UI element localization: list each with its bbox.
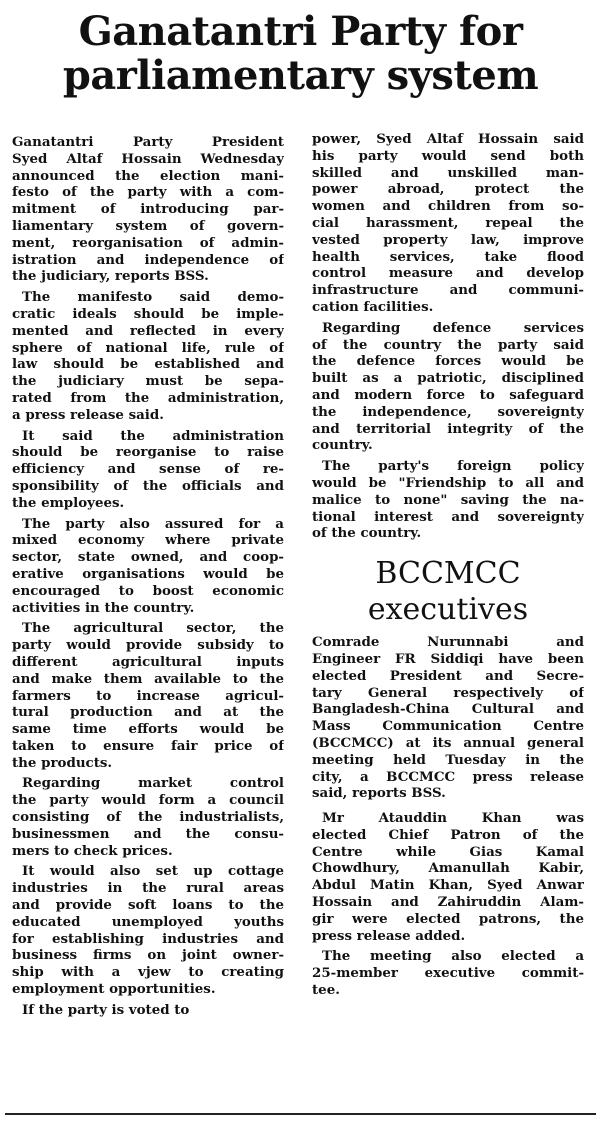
- text-line: erative organisations would be: [12, 565, 284, 582]
- text-line: It said the administration: [22, 427, 284, 444]
- text-line: elected Chief Patron of the: [312, 826, 584, 843]
- text-line: mitment of introducing par-: [12, 201, 284, 218]
- text-line: industries in the rural areas: [12, 880, 284, 897]
- text-line: mented and reflected in every: [12, 322, 284, 339]
- text-line: Syed Altaf Hossain Wednesday: [12, 150, 284, 167]
- text-line: sphere of national life, rule of: [12, 339, 284, 356]
- subheadline: BCCMCC executives: [367, 556, 529, 628]
- text-line: sponsibility of the officials and: [12, 477, 284, 494]
- text-line: Engineer FR Siddiqi have been: [312, 650, 584, 667]
- bottom-rule: [5, 1113, 596, 1115]
- text-line: should be reorganise to raise: [12, 444, 284, 461]
- text-line: Regarding defence services: [322, 319, 584, 336]
- text-line: of the country.: [312, 525, 422, 542]
- text-line: mers to check prices.: [12, 842, 173, 859]
- text-line: cial harassment, repeal the: [312, 214, 584, 231]
- text-line: the judiciary must be sepa-: [12, 373, 284, 390]
- text-line: tional interest and sovereignty: [312, 508, 584, 525]
- text-line: press release added.: [312, 927, 466, 944]
- text-line: istration and independence of: [12, 251, 284, 268]
- text-line: taken to ensure fair price of: [12, 737, 284, 754]
- text-line: the judiciary, reports BSS.: [12, 268, 209, 285]
- text-line: said, reports BSS.: [312, 785, 446, 802]
- text-line: festo of the party with a com-: [12, 184, 284, 201]
- text-line: for establishing industries and: [12, 930, 284, 947]
- left-column: [12, 134, 284, 1019]
- text-line: of the country the party said: [312, 336, 584, 353]
- text-line: Mass Communication Centre: [312, 718, 584, 735]
- text-line: rated from the administration,: [12, 389, 284, 406]
- text-line: and provide soft loans to the: [12, 897, 284, 914]
- text-line: efficiency and sense of re-: [12, 461, 284, 478]
- text-line: elected President and Secre-: [312, 667, 584, 684]
- text-line: country.: [312, 437, 373, 454]
- text-line: and modern force to safeguard: [312, 386, 584, 403]
- text-line: employment opportunities.: [12, 981, 216, 998]
- text-line: The manifesto said demo-: [22, 289, 284, 306]
- headline: Ganatantri Party for parliamentary system: [62, 8, 539, 99]
- text-line: The meeting also elected a: [322, 948, 584, 965]
- text-line: announced the election mani-: [12, 167, 284, 184]
- text-line: Regarding market control: [22, 775, 284, 792]
- text-line: a press release said.: [12, 406, 164, 423]
- text-line: law should be established and: [12, 356, 284, 373]
- text-line: ship with a vjew to creating: [12, 964, 284, 981]
- text-line: power abroad, protect the: [312, 181, 584, 198]
- text-line: businessmen and the consu-: [12, 825, 284, 842]
- text-line: activities in the country.: [12, 599, 195, 616]
- text-line: the independence, sovereignty: [312, 403, 584, 420]
- right-column-text: [312, 131, 584, 542]
- text-line: control measure and develop: [312, 265, 584, 282]
- text-line: the products.: [12, 754, 113, 771]
- text-line: Bangladesh-China Cultural and: [312, 701, 584, 718]
- text-line: and make them available to the: [12, 670, 284, 687]
- text-line: The agricultural sector, the: [22, 620, 284, 637]
- bccmcc-text: [312, 634, 584, 999]
- text-line: would be "Friendship to all and: [312, 474, 584, 491]
- text-line: (BCCMCC) at its annual general: [312, 734, 584, 751]
- right-column: [312, 131, 584, 999]
- text-line: mixed economy where private: [12, 532, 284, 549]
- text-line: Centre while Gias Kamal: [312, 843, 584, 860]
- text-line: gir were elected patrons, the: [312, 910, 584, 927]
- text-line: his party would send both: [312, 147, 584, 164]
- text-line: and territorial integrity of the: [312, 420, 584, 437]
- text-line: tee.: [312, 982, 340, 999]
- text-line: It would also set up cottage: [22, 863, 284, 880]
- text-line: the party would form a council: [12, 792, 284, 809]
- text-line: city, a BCCMCC press release: [312, 768, 584, 785]
- text-line: cation facilities.: [312, 298, 434, 315]
- text-line: ment, reorganisation of admin-: [12, 234, 284, 251]
- text-line: Mr Atauddin Khan was: [322, 810, 584, 827]
- text-line: party would provide subsidy to: [12, 637, 284, 654]
- text-line: the defence forces would be: [312, 353, 584, 370]
- text-line: cratic ideals should be imple-: [12, 305, 284, 322]
- text-line: sector, state owned, and coop-: [12, 549, 284, 566]
- text-line: consisting of the industrialists,: [12, 809, 284, 826]
- text-line: educated unemployed youths: [12, 913, 284, 930]
- text-line: same time efforts would be: [12, 721, 284, 738]
- text-line: vested property law, improve: [312, 231, 584, 248]
- text-line: malice to none" saving the na-: [312, 491, 584, 508]
- text-line: tary General respectively of: [312, 684, 584, 701]
- text-line: Abdul Matin Khan, Syed Anwar: [312, 877, 584, 894]
- text-line: built as a patriotic, disciplined: [312, 370, 584, 387]
- text-line: Comrade Nurunnabi and: [312, 634, 584, 651]
- text-line: The party also assured for a: [22, 515, 284, 532]
- text-line: women and children from so-: [312, 198, 584, 215]
- text-line: encouraged to boost economic: [12, 582, 284, 599]
- text-line: infrastructure and communi-: [312, 282, 584, 299]
- text-line: The party's foreign policy: [322, 458, 584, 475]
- text-line: 25-member executive commit-: [312, 965, 584, 982]
- text-line: different agricultural inputs: [12, 653, 284, 670]
- text-line: If the party is voted to: [22, 1001, 190, 1018]
- text-line: farmers to increase agricul-: [12, 687, 284, 704]
- text-line: the employees.: [12, 494, 125, 511]
- text-line: skilled and unskilled man-: [312, 164, 584, 181]
- text-line: health services, take flood: [312, 248, 584, 265]
- text-line: Hossain and Zahiruddin Alam-: [312, 894, 584, 911]
- text-line: tural production and at the: [12, 704, 284, 721]
- text-line: business firms on joint owner-: [12, 947, 284, 964]
- text-line: liamentary system of govern-: [12, 217, 284, 234]
- text-line: Ganatantri Party President: [12, 134, 284, 150]
- text-line: meeting held Tuesday in the: [312, 751, 584, 768]
- text-line: Chowdhury, Amanullah Kabir,: [312, 860, 584, 877]
- text-line: power, Syed Altaf Hossain said: [312, 131, 584, 147]
